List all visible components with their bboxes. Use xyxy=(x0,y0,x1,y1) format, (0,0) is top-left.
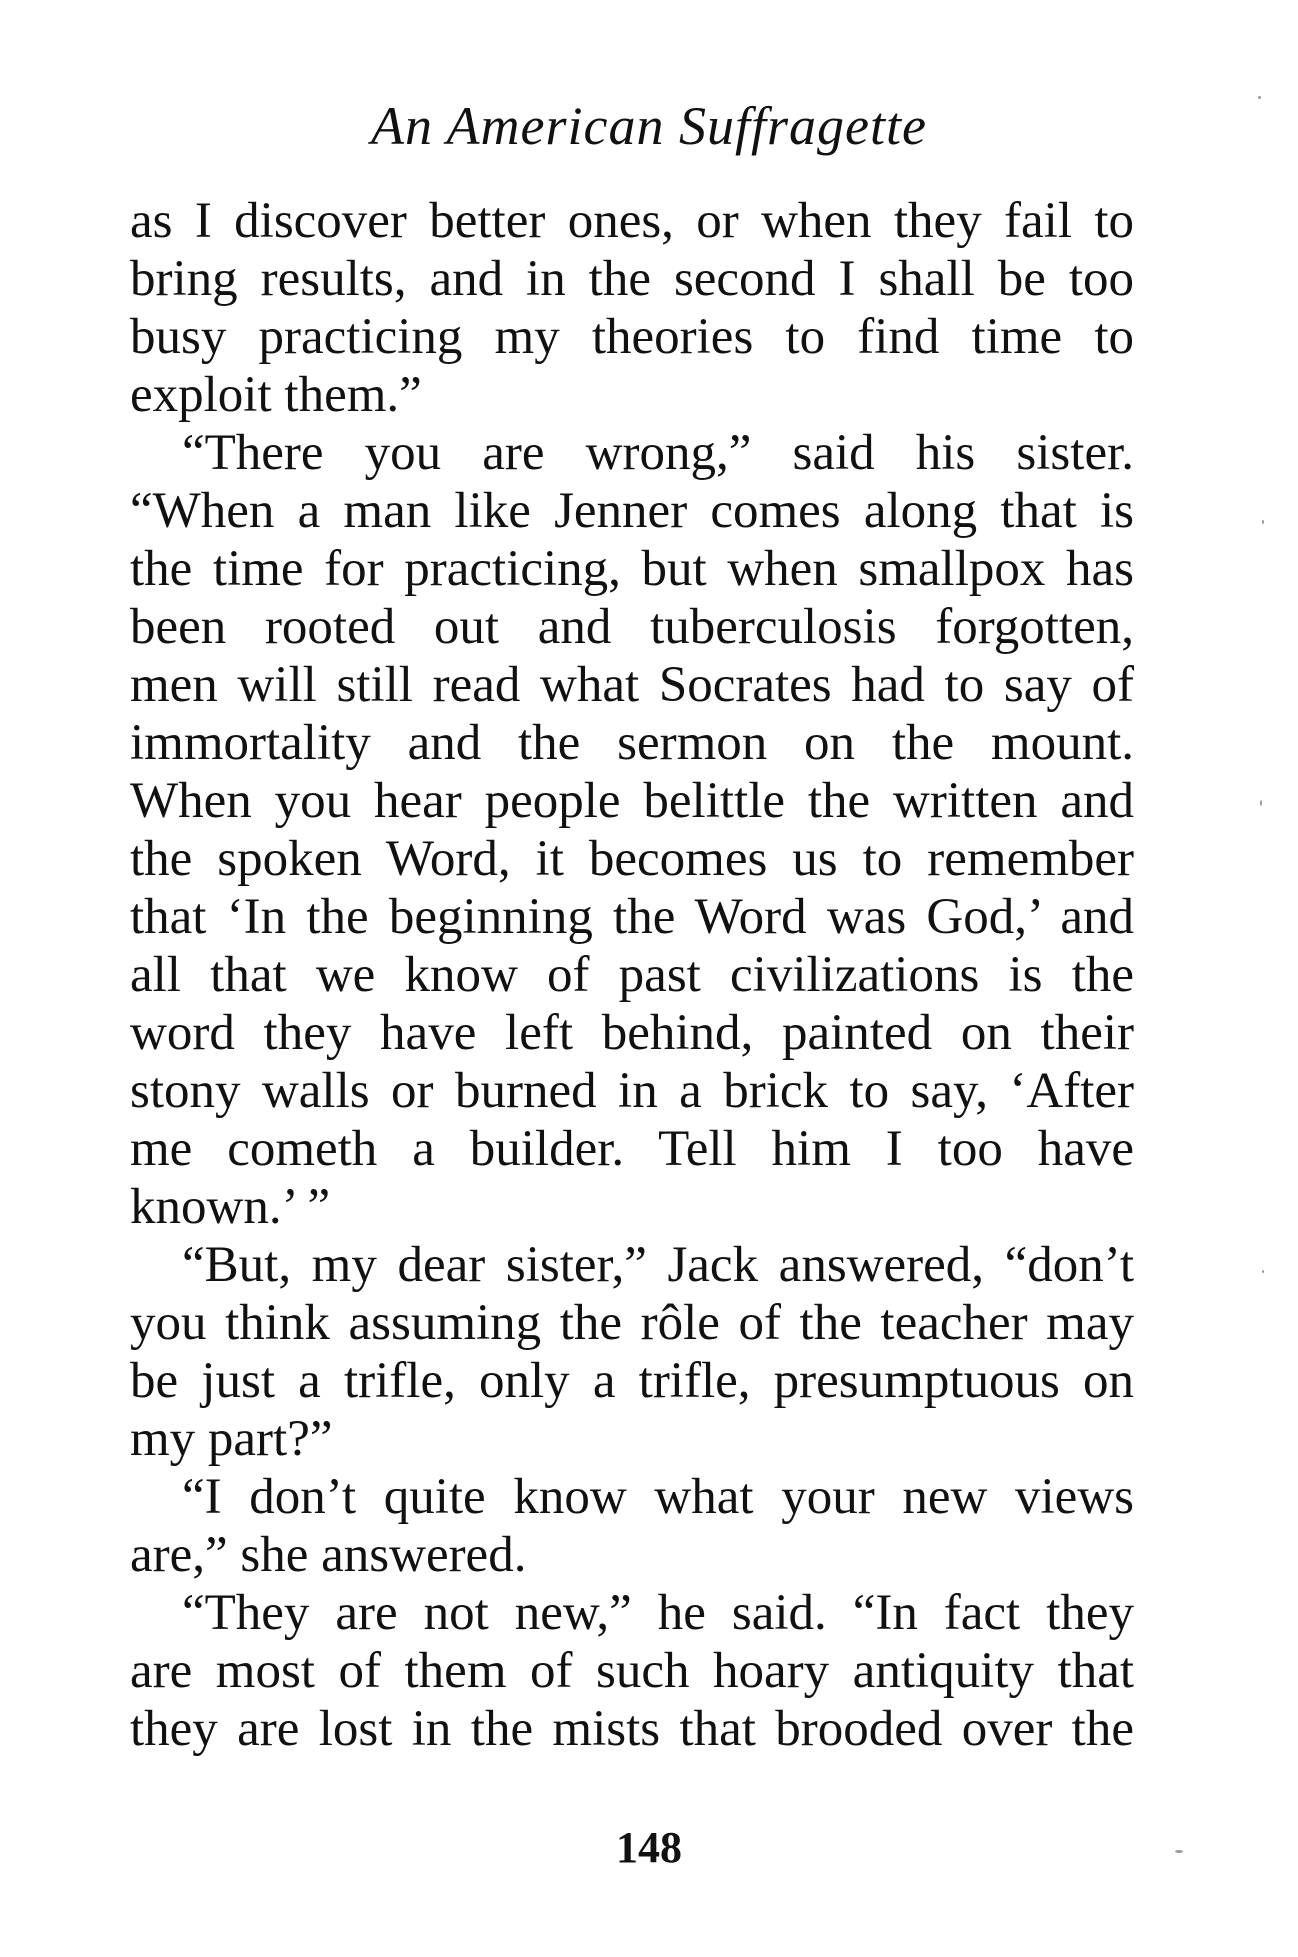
text-line: stony walls or burned in a brick to say, ‘After xyxy=(130,1063,1134,1119)
scan-speck xyxy=(1260,800,1262,806)
text-line: been rooted out and tuberculosis forgotten, xyxy=(130,599,1134,655)
text-line: that ‘In the beginning the Word was God,’ and xyxy=(130,889,1134,945)
scan-speck xyxy=(1262,520,1264,524)
text-line: as I discover better ones, or when they fail to xyxy=(130,193,1134,249)
text-line: busy practicing my theories to find time to xyxy=(130,309,1134,365)
scan-speck xyxy=(1175,1850,1183,1853)
text-line: known.’ ” xyxy=(130,1179,331,1235)
text-line: are,” she answered. xyxy=(130,1527,527,1583)
text-line: the time for practicing, but when smallpox has xyxy=(130,541,1134,597)
text-line: “They are not new,” he said. “In fact they xyxy=(182,1585,1134,1641)
text-line: all that we know of past civilizations is the xyxy=(130,947,1134,1003)
page-number: 148 xyxy=(616,1823,682,1872)
text-line: exploit them.” xyxy=(130,367,422,423)
paragraph xyxy=(130,192,1134,424)
text-line: me cometh a builder. Tell him I too have xyxy=(130,1121,1134,1177)
paragraph xyxy=(130,1468,1134,1584)
text-line: the spoken Word, it becomes us to remember xyxy=(130,831,1134,887)
text-line: you think assuming the rôle of the teacher may xyxy=(130,1295,1134,1351)
text-line: my part?” xyxy=(130,1411,333,1467)
text-line: word they have left behind, painted on their xyxy=(130,1005,1134,1061)
body-text xyxy=(130,192,1134,1758)
text-line: immortality and the sermon on the mount. xyxy=(130,715,1134,771)
scan-speck xyxy=(1262,1270,1264,1273)
text-line: bring results, and in the second I shall be too xyxy=(130,251,1134,307)
text-line: When you hear people belittle the written and xyxy=(130,773,1134,829)
text-line: “When a man like Jenner comes along that is xyxy=(130,483,1134,539)
text-line: men will still read what Socrates had to say of xyxy=(130,657,1134,713)
text-line: “But, my dear sister,” Jack answered, “don’t xyxy=(182,1237,1134,1293)
text-line: “I don’t quite know what your new views xyxy=(182,1469,1134,1525)
text-line: “There you are wrong,” said his sister. xyxy=(182,425,1134,481)
text-line: be just a trifle, only a trifle, presumptuous on xyxy=(130,1353,1134,1409)
paragraph xyxy=(130,1236,1134,1468)
running-head: An American Suffragette xyxy=(371,96,927,156)
paragraph xyxy=(130,1584,1134,1758)
paragraph xyxy=(130,424,1134,1236)
text-line: they are lost in the mists that brooded over the xyxy=(130,1701,1134,1757)
scan-speck xyxy=(1258,96,1261,99)
text-line: are most of them of such hoary antiquity that xyxy=(130,1643,1134,1699)
